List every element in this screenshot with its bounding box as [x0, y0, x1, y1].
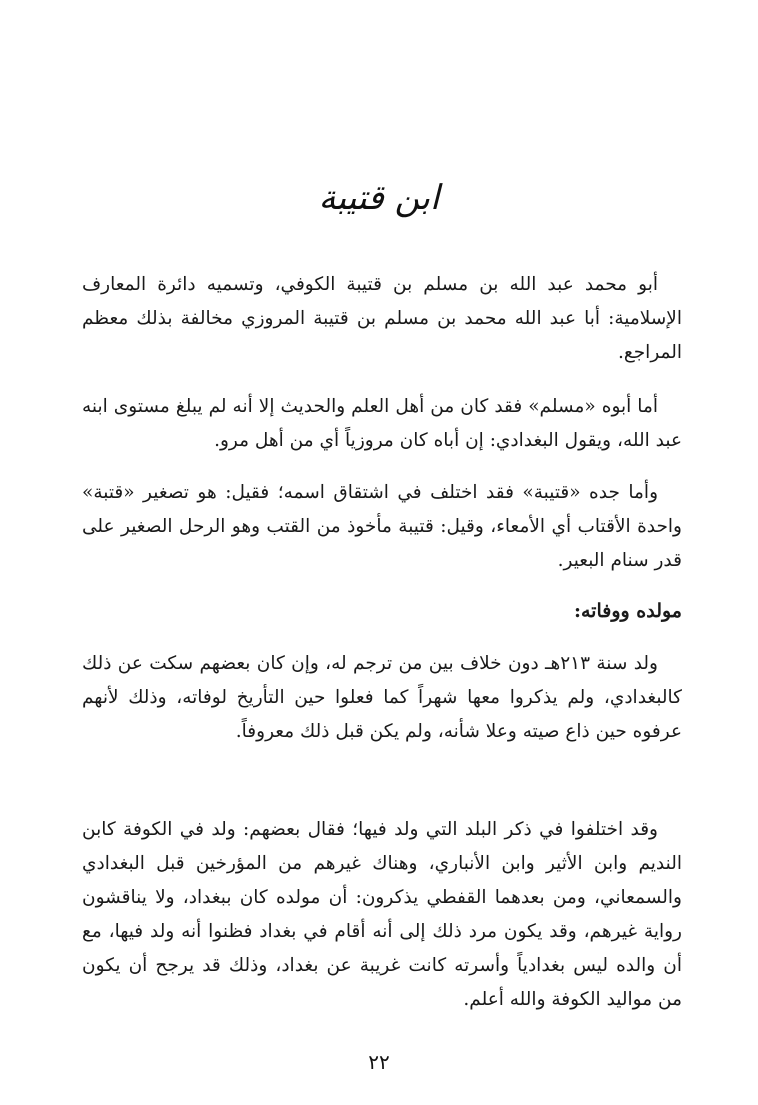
birth-section: [82, 647, 682, 749]
paragraph-birthplace: وقد اختلفوا في ذكر البلد التي ولد فيها؛ فقال بعضهم: ولد في الكوفة كابن النديم وابن الأثير وابن الأنباري، وهناك غيرهم من المؤرخين قبل البغدادي والسمعاني، ومن بعدهما القفطي يذكرون: أن مولده كان ببغداد، ولا يناقشون رواية غيرهم، وقد يكون مرد ذلك إلى أنه أقام في بغداد فظنوا أنه ولد فيها، مع أن والده ليس بغدادياً وأسرته كانت غريبة عن بغداد، وذلك قد يرجح أن يكون من مواليد الكوفة والله أعلم.: [82, 819, 682, 1010]
intro-section: [82, 268, 682, 370]
page-title: ابن قتيبة: [318, 178, 440, 218]
section-heading: مولده ووفاته:: [573, 600, 682, 622]
paragraph-grandfather: وأما جده «قتيبة» فقد اختلف في اشتقاق اسمه؛ فقيل: هو تصغير «قتبة» واحدة الأقتاب أي الأمعاء، وقيل: قتيبة مأخوذ من القتب وهو الرحل الصغير على قدر سنام البعير.: [82, 482, 682, 571]
page-number: ٢٢: [368, 1050, 390, 1074]
grandfather-section: [82, 476, 682, 578]
paragraph-birth-year: ولد سنة ٢١٣هـ دون خلاف بين من ترجم له، وإن كان بعضهم سكت عن ذلك كالبغدادي، ولم يذكروا معها شهراً كما فعلوا حين التأريخ لوفاته، وذلك لأنهم عرفوه حين ذاع صيته وعلا شأنه، ولم يكن قبل ذلك معروفاً.: [82, 653, 682, 742]
birthplace-section: [82, 813, 682, 1017]
paragraph-name: أبو محمد عبد الله بن مسلم بن قتيبة الكوفي، وتسميه دائرة المعارف الإسلامية: أبا عبد الله محمد بن مسلم بن قتيبة المروزي مخالفة بذلك معظم المراجع.: [82, 274, 682, 363]
father-section: [82, 390, 682, 458]
paragraph-father: أما أبوه «مسلم» فقد كان من أهل العلم والحديث إلا أنه لم يبلغ مستوى ابنه عبد الله، ويقول البغدادي: إن أباه كان مروزياً أي من أهل مرو.: [82, 396, 682, 451]
